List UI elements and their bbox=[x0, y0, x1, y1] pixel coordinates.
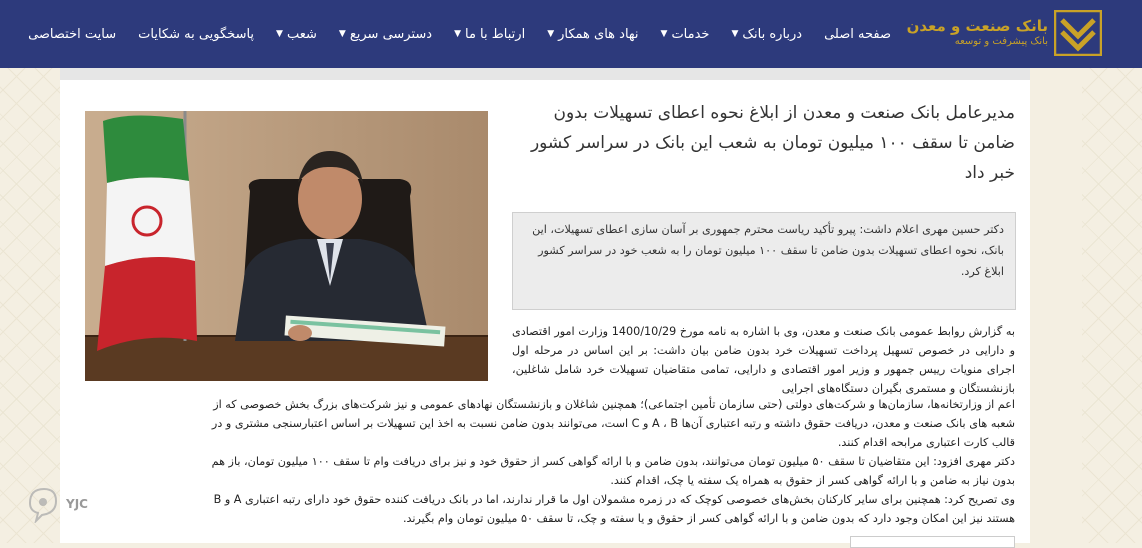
body-line: وی تصریح کرد: همچنین برای سایر کارکنان بخش‌های خصوصی کوچک که در زمره مشمولان اول ما قرار ندارند، اما در بانک دریافت کننده حقوق خود دارای رتبه اعتباری A و B bbox=[213, 493, 1015, 506]
logo-title: بانک صنعت و معدن bbox=[906, 17, 1048, 35]
article-paragraph: به گزارش روابط عمومی بانک صنعت و معدن، وی با اشاره به نامه مورخ 1400/10/29 وزارت امور اقتصادی و دارایی در خصوص تسهیل پرداخت تسهیلات خرد بدون ضامن بیان داشت: بر این اساس در مرحله اول اجرای منویات رییس جمهور و وزیر امور اقتصادی و دارایی، تمامی متقاضیان تسهیلات خرد شامل شاغلین، بازنشستگان و مستمری بگیران دستگاه‌های اجرایی bbox=[512, 325, 1015, 395]
article-body-lines bbox=[60, 395, 1015, 528]
body-line: قالب کارت اعتباری مرابحه اقدام کنند. bbox=[837, 436, 1015, 449]
chevron-down-icon: ▼ bbox=[660, 29, 668, 39]
nav-item-complaints[interactable]: پاسخگویی به شکایات bbox=[138, 26, 255, 42]
nav-item-branches[interactable]: شعب ▼ bbox=[276, 26, 317, 42]
article-title: مدیرعامل بانک صنعت و معدن از ابلاغ نحوه اعطای تسهیلات بدون ضامن تا سقف ۱۰۰ میلیون تومان به شعب این بانک در سراسر کشور خبر داد bbox=[530, 103, 1015, 183]
nav-item-partners[interactable]: نهاد های همکار ▼ bbox=[547, 26, 639, 42]
watermark-text: YJC bbox=[66, 497, 88, 511]
body-line: بدون نیاز به ضامن و با ارائه گواهی کسر از حقوق به همراه یک سفته یا چک، اقدام کنند. bbox=[610, 474, 1015, 487]
chevron-down-icon: ▼ bbox=[338, 29, 346, 39]
article-photo bbox=[85, 111, 488, 381]
bank-logo[interactable] bbox=[907, 10, 1102, 56]
bottom-panel-edge bbox=[850, 536, 1015, 548]
nav-item-services[interactable]: خدمات ▼ bbox=[660, 26, 710, 42]
bank-logo-icon bbox=[1054, 10, 1102, 56]
nav-item-contact[interactable]: ارتباط با ما ▼ bbox=[454, 26, 526, 42]
chevron-down-icon: ▼ bbox=[454, 29, 461, 39]
decorative-pattern-right bbox=[1082, 68, 1142, 543]
chevron-down-icon: ▼ bbox=[276, 29, 283, 39]
logo-subtitle: بانک پیشرفت و توسعه bbox=[954, 36, 1048, 47]
nav-item-quick-access[interactable]: دسترسی سریع ▼ bbox=[338, 26, 433, 42]
body-line: هستند نیز این امکان وجود دارد که بدون ضامن و با ارائه گواهی کسر از حقوق و یا سفته و چک، تا سقف ۵۰ میلیون تومان وام بگیرند. bbox=[402, 512, 1015, 525]
ceo-photo-illustration bbox=[85, 111, 488, 381]
article-container bbox=[60, 68, 1030, 543]
body-line: اعم از وزارتخانه‌ها، سازمان‌ها و شرکت‌های دولتی (حتی سازمان تأمین اجتماعی)؛ همچنین شاغلان و بازنشستگان نهادهای عمومی و نیز شرکت‌های بزرگ بخش خصوصی که از bbox=[213, 398, 1015, 411]
nav-item-about[interactable]: درباره بانک ▼ bbox=[731, 26, 803, 42]
body-line: دکتر مهری افزود: این متقاضیان تا سقف ۵۰ میلیون تومان می‌توانند، بدون ضامن و با ارائه گواهی کسر از حقوق خود و نیز برای دریافت وام تا سقف ۱۰۰ میلیون تومان، باز هم bbox=[211, 455, 1015, 468]
top-divider bbox=[60, 68, 1030, 80]
body-line: شعبه های بانک صنعت و معدن، دریافت حقوق داشته و رتبه اعتباری آن‌ها A ، B و C است، می‌توانند بدون ضامن نسبت به اخذ این تسهیلات بر اساس اعتبارسنجی مشتری و در bbox=[211, 417, 1015, 430]
decorative-pattern-left bbox=[0, 68, 60, 543]
nav-item-dedicated-site[interactable]: سایت اختصاصی bbox=[28, 26, 117, 42]
chevron-down-icon: ▼ bbox=[731, 29, 739, 39]
chevron-down-icon: ▼ bbox=[547, 29, 555, 39]
article-lead-box: دکتر حسین مهری اعلام داشت: پیرو تأکید ریاست محترم جمهوری بر آسان سازی اعطای تسهیلات، این بانک، نحوه اعطای تسهیلات بدون ضامن تا سقف ۱۰۰ میلیون تومان را به شعب خود در سراسر کشور ابلاغ کرد. bbox=[512, 212, 1016, 310]
top-navbar bbox=[0, 0, 1142, 68]
main-menu bbox=[6, 0, 891, 68]
nav-item-home[interactable]: صفحه اصلی bbox=[824, 26, 891, 42]
